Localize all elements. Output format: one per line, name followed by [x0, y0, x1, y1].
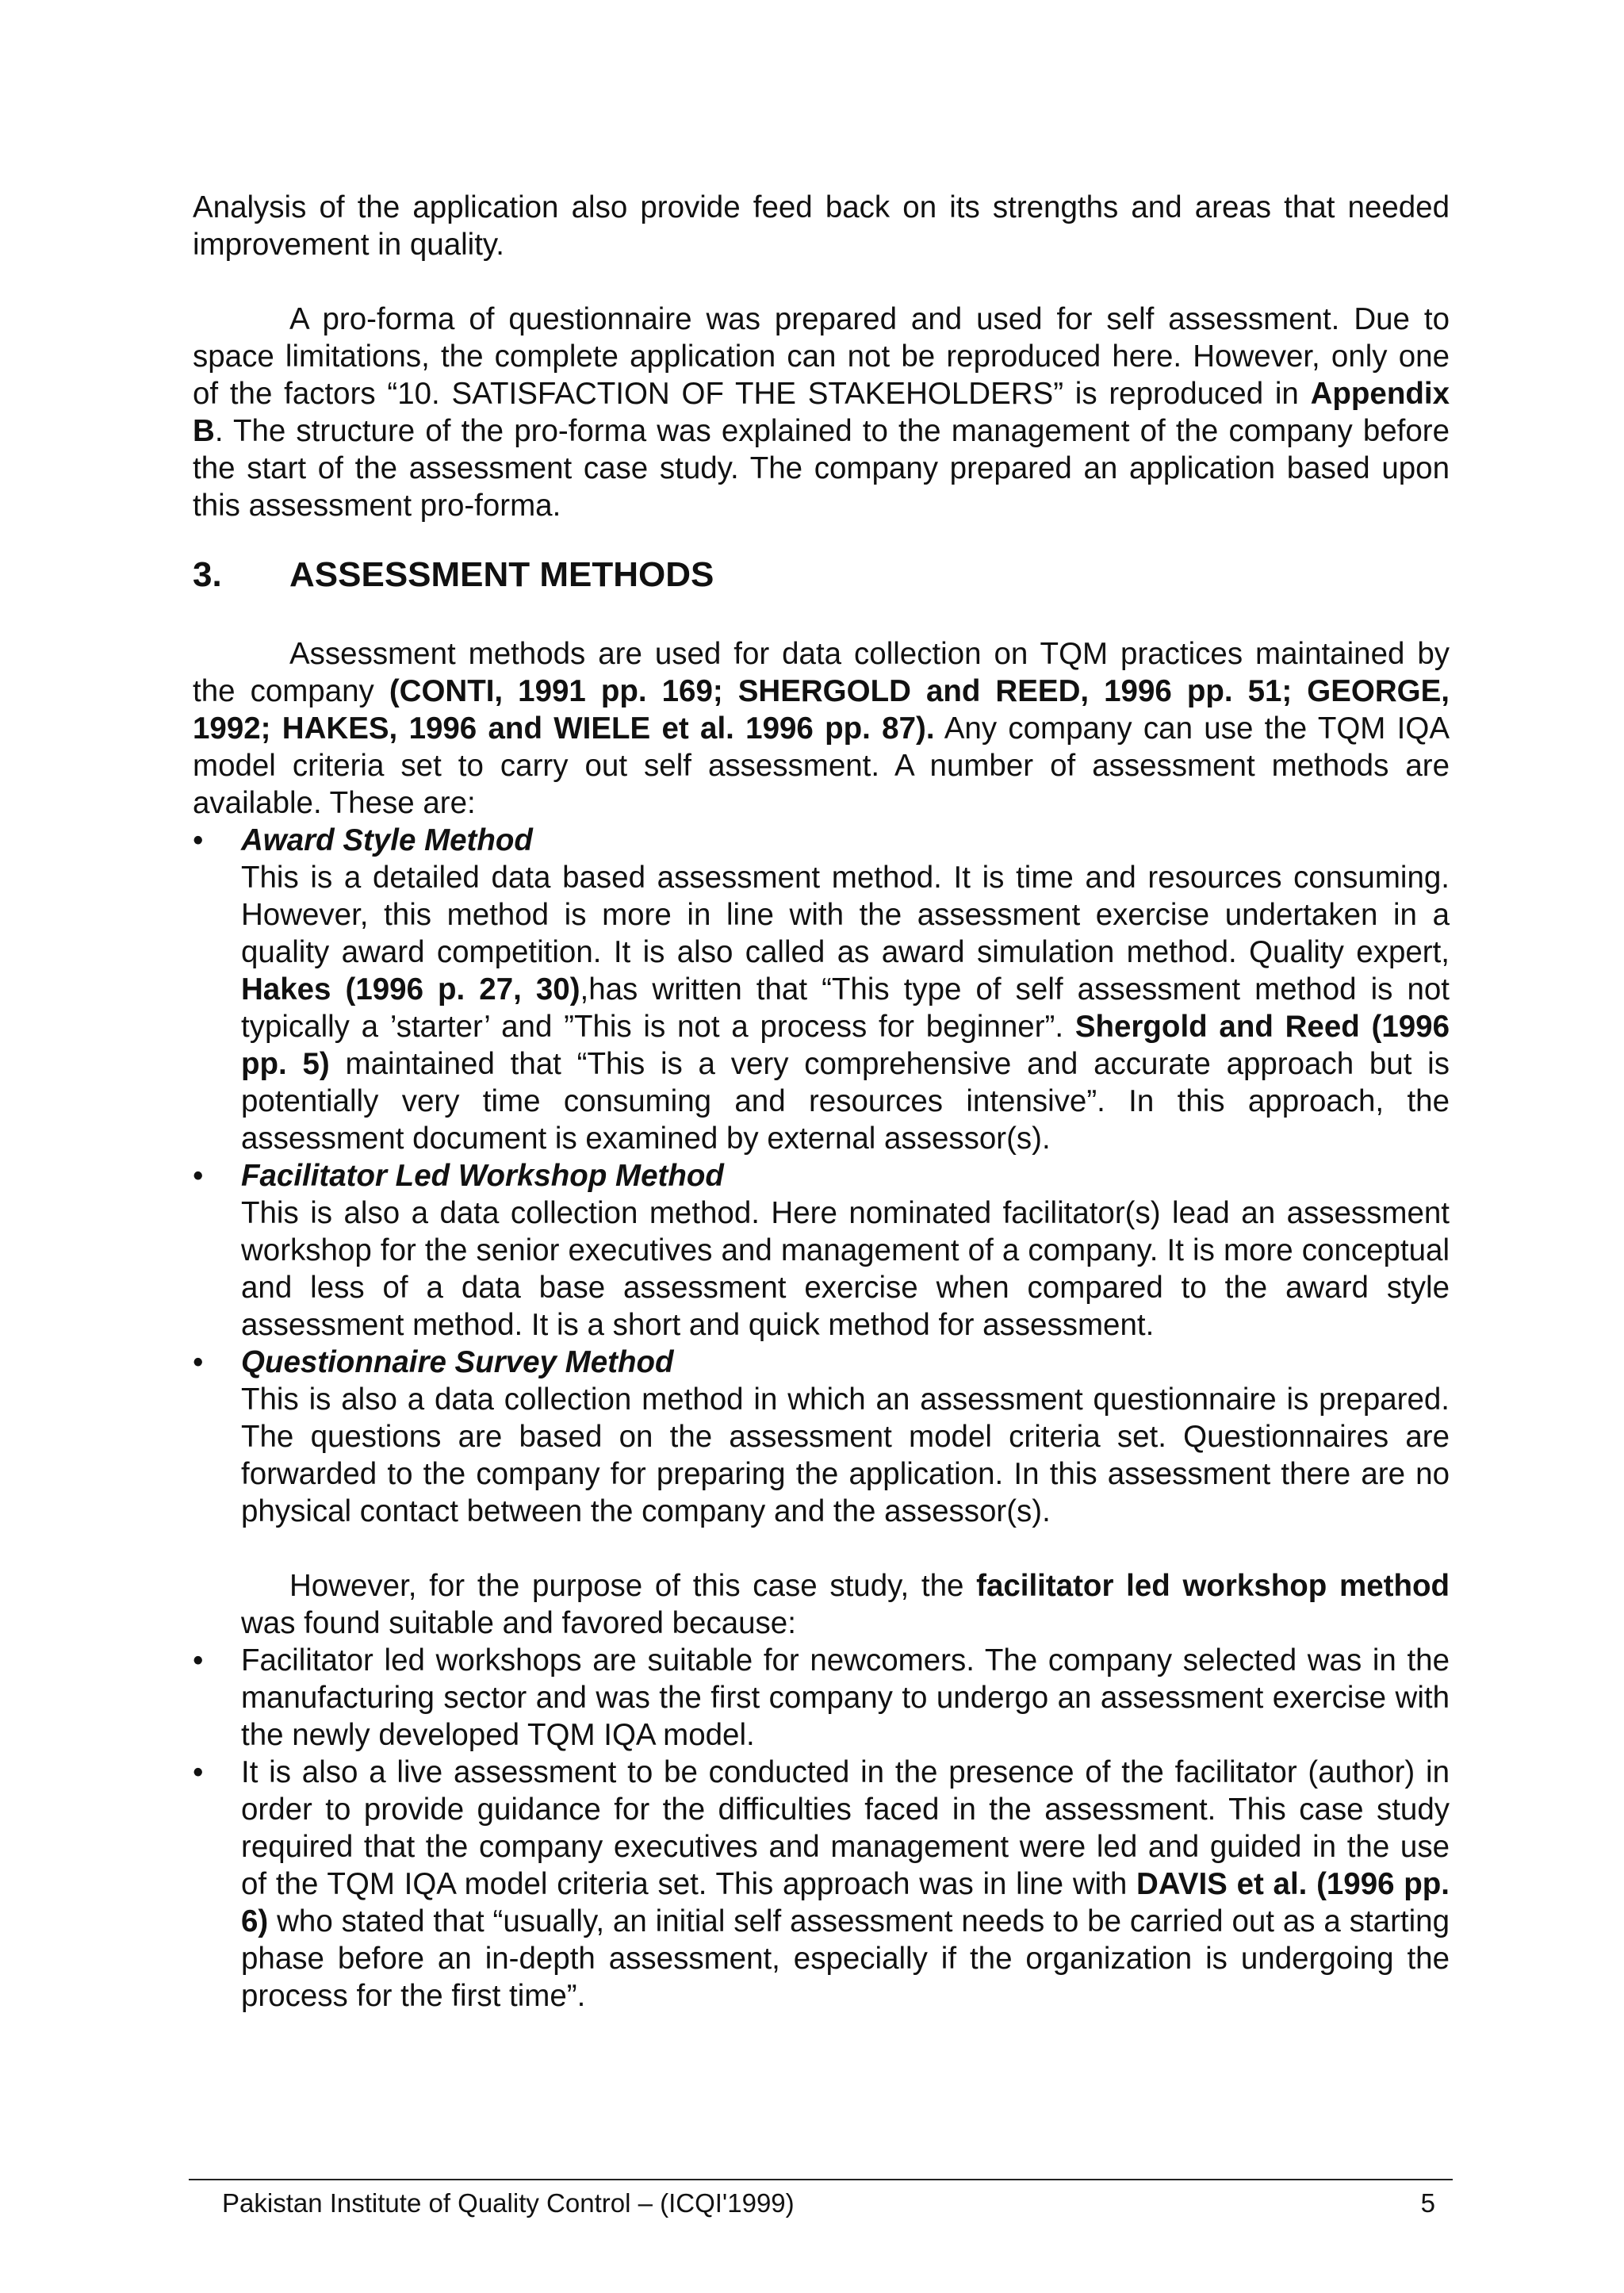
method-description: This is also a data collection method. Here nominated facilitator(s) lead an assessment workshop for the senior executives and management of a company. It is more conceptual and less of a data base assessment exercise when compared to the award style assessment method. It is a short and quick method for assessment. [241, 1196, 1450, 1342]
page-number: 5 [1420, 2188, 1435, 2218]
method-description: This is also a data collection method in which an assessment questionnaire is prepared. The questions are based on the assessment model criteria set. Questionnaires are forwarded to the company for preparing the application. In this assessment there are no physical contact between the company and the assessor(s). [241, 1382, 1450, 1528]
citation: Hakes (1996 p. 27, 30) [241, 972, 580, 1007]
bullet-glyph: • [193, 1345, 204, 1379]
text-run: However, for the purpose of this case study, the [289, 1569, 977, 1603]
footer-source: Pakistan Institute of Quality Control – (ICQI'1999) [222, 2188, 795, 2218]
section-title: ASSESSMENT METHODS [289, 555, 714, 594]
bullet-glyph: • [193, 1159, 204, 1193]
bullet-glyph: • [193, 1643, 204, 1678]
text-run: maintained that “This is a very comprehensive and accurate approach but is potentially very time consuming and resources intensive”. In this approach, the assessment document is examined by external assessor(s). [241, 1047, 1450, 1156]
text-run: was found suitable and favored because: [241, 1606, 796, 1640]
citation: DAVIS et al. (1996 pp. 6) [241, 1867, 1450, 1938]
reason-text: Facilitator led workshops are suitable for newcomers. The company selected was in the manufacturing sector and was the first company to undergo an assessment exercise with the newly developed TQM IQA model. [241, 1643, 1450, 1752]
text-run: It is also a live assessment to be conducted in the presence of the facilitator (author) in order to provide guidance for the difficulties faced in the assessment. This case study required that the company executives and management were led and guided in the use of the TQM IQA model criteria set. This approach was in line with [241, 1755, 1450, 1901]
method-title: Award Style Method [241, 823, 533, 857]
bullet-glyph: • [193, 1755, 204, 1789]
text-run: Any company can use the TQM IQA model criteria set to carry out self assessment. A number of assessment methods are available. These are: [193, 711, 1450, 820]
bullet-glyph: • [193, 823, 204, 857]
reasons-list [193, 1642, 1450, 2015]
list-item-reason [193, 1642, 1450, 1754]
reason-text [241, 1754, 1450, 2015]
paragraph-proforma [193, 301, 1450, 524]
methods-list [193, 822, 1450, 1530]
text-run: A pro-forma of questionnaire was prepared and used for self assessment. Due to space limitations, the complete application can not be reproduced here. However, only one of the factors “10. SATISFACTION OF THE STAKEHOLDERS” is reproduced in [193, 302, 1450, 411]
list-item-reason [193, 1754, 1450, 2015]
footer-divider [189, 2179, 1453, 2180]
list-item-award-style [193, 822, 1450, 1157]
text-run: This is a detailed data based assessment method. It is time and resources consuming. However, this method is more in line with the assessment exercise undertaken in a quality award competition. It is also called as award simulation method. Quality expert, [241, 861, 1450, 969]
emphasis: facilitator led workshop method [976, 1569, 1450, 1603]
list-item-questionnaire-survey [193, 1344, 1450, 1530]
method-description [241, 859, 1450, 1157]
paragraph-assessment-methods [193, 635, 1450, 822]
paragraph-workshop-choice [193, 1567, 1450, 1642]
text-run: ,has written that “This type of self assessment method is not typically a ’starter’ and ”This is not a process for beginner”. [241, 972, 1450, 1044]
list-item-facilitator-led [193, 1157, 1450, 1344]
text-run: who stated that “usually, an initial self assessment needs to be carried out as a starting phase before an in-depth assessment, especially if the organization is undergoing the process for the first time”. [241, 1904, 1450, 2013]
paragraph-analysis: Analysis of the application also provide feed back on its strengths and areas that needed improvement in quality. [193, 190, 1450, 262]
text-run: . The structure of the pro-forma was explained to the management of the company before the start of the assessment case study. The company prepared an application based upon this assessment pro-forma. [193, 414, 1450, 523]
text-run: Assessment methods are used for data collection on TQM practices maintained by the company [193, 637, 1450, 708]
section-heading [193, 554, 1450, 596]
citation: Shergold and Reed (1996 pp. 5) [241, 1010, 1450, 1081]
method-title: Questionnaire Survey Method [241, 1345, 674, 1379]
appendix-reference: Appendix B [193, 377, 1450, 448]
page-footer [222, 2188, 1435, 2219]
method-title: Facilitator Led Workshop Method [241, 1159, 724, 1193]
citation: (CONTI, 1991 pp. 169; SHERGOLD and REED, 1996 pp. 51; GEORGE, 1992; HAKES, 1996 and WIELE et al. 1996 pp. 87). [193, 674, 1450, 746]
page-body [193, 189, 1450, 2015]
section-number: 3. [193, 555, 222, 594]
